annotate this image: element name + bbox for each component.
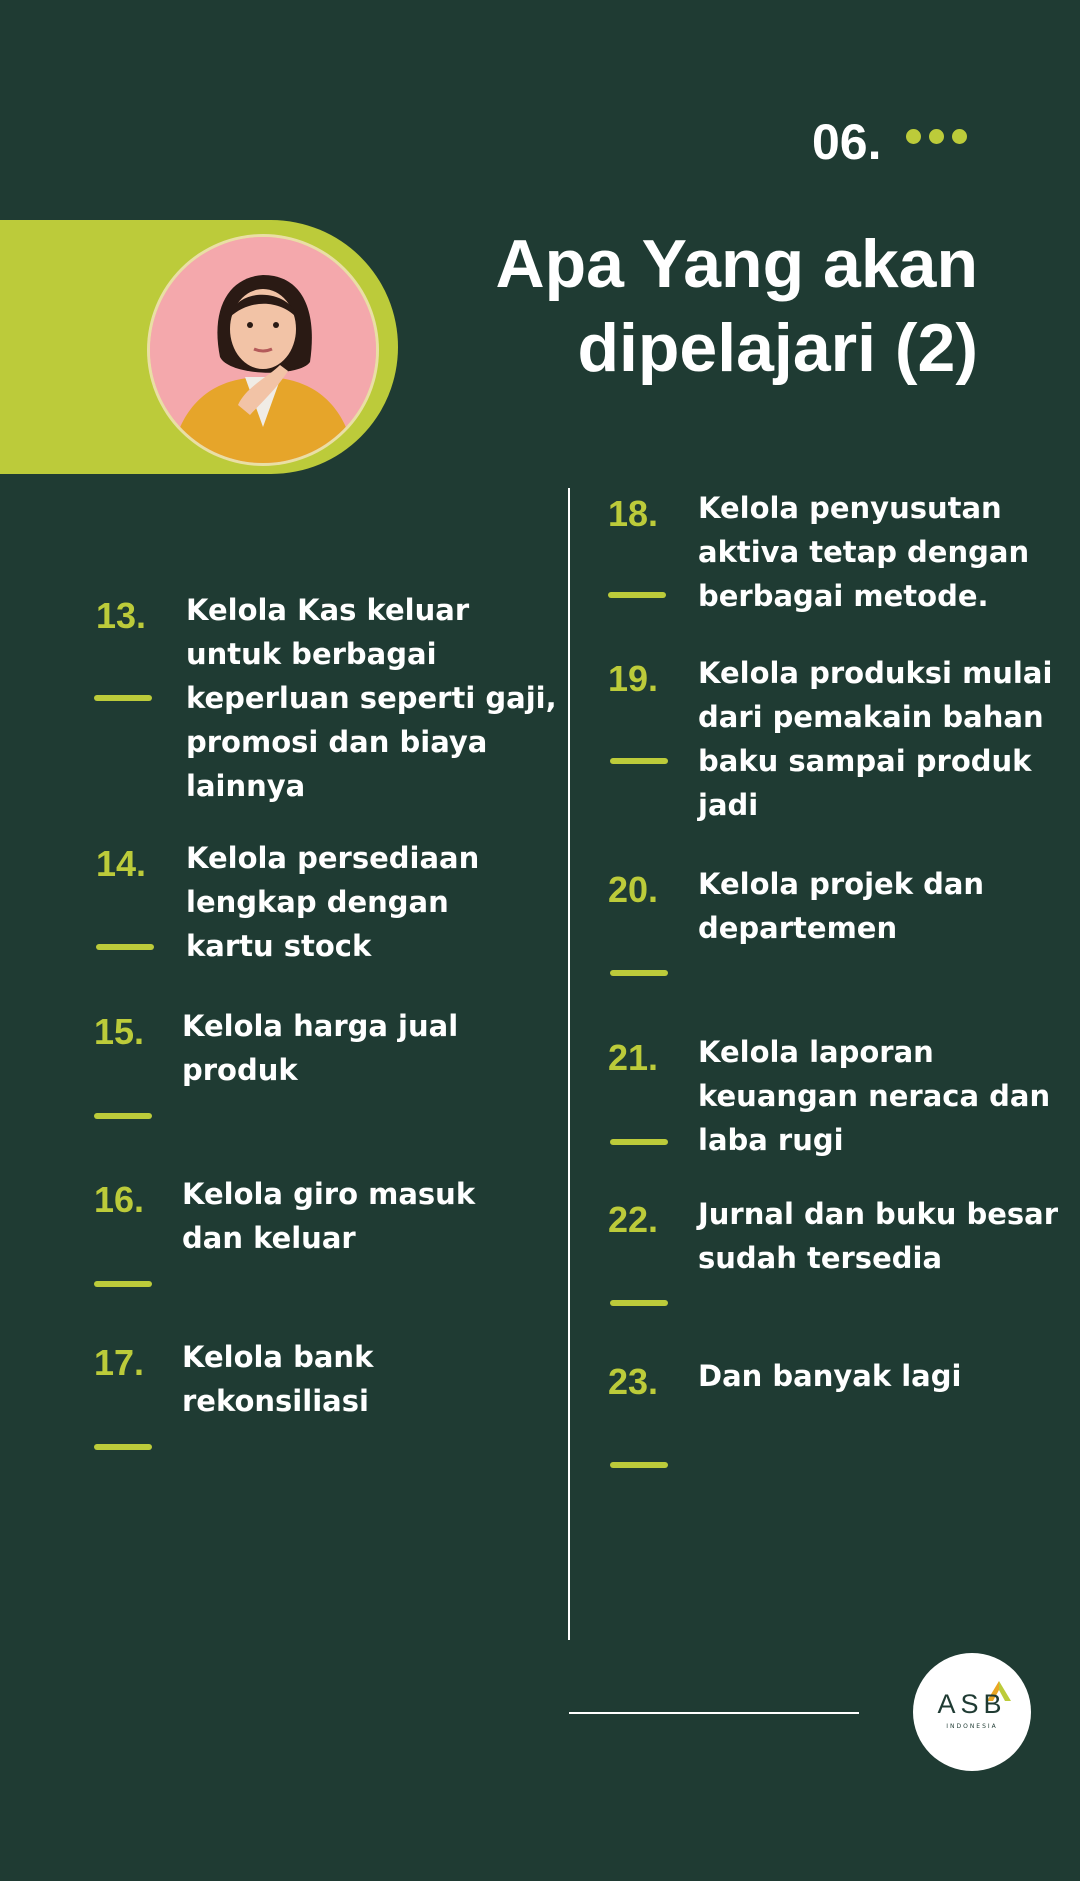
item-text — [182, 1335, 373, 1423]
item-text — [182, 1004, 458, 1092]
item-line: Kelola produksi mulai — [698, 656, 1053, 690]
item-number: 17. — [94, 1342, 145, 1383]
item-text — [186, 588, 557, 808]
item-line: untuk berbagai — [186, 637, 437, 671]
item-number: 22. — [608, 1199, 659, 1240]
item-line: baku sampai produk — [698, 744, 1032, 778]
dash-icon — [610, 758, 668, 764]
item-line: jadi — [698, 788, 759, 822]
item-line: rekonsiliasi — [182, 1384, 369, 1418]
dash-icon — [610, 1462, 668, 1468]
item-line: Kelola Kas keluar — [186, 593, 470, 627]
item-number: 20. — [608, 869, 659, 910]
logo-subtitle: INDONESIA — [946, 1723, 998, 1730]
item-line: kartu stock — [186, 929, 372, 963]
item-line: dari pemakain bahan — [698, 700, 1044, 734]
item-line: Kelola penyusutan — [698, 491, 1002, 525]
dots-icon — [906, 129, 975, 148]
item-number: 16. — [94, 1179, 145, 1220]
item-number: 23. — [608, 1361, 659, 1402]
item-line: keperluan seperti gaji, — [186, 681, 557, 715]
item-line: aktiva tetap dengan — [698, 535, 1030, 569]
item-line: berbagai metode. — [698, 579, 989, 613]
woman-thinking-photo — [150, 237, 376, 463]
item-number: 14. — [96, 843, 147, 884]
title-line-1: Apa Yang akan — [495, 226, 978, 302]
item-line: keuangan neraca dan — [698, 1079, 1051, 1113]
item-text — [182, 1172, 475, 1260]
page-number: 06. — [812, 114, 882, 170]
dash-icon — [94, 1281, 152, 1287]
item-line: Kelola projek dan — [698, 867, 985, 901]
item-line: produk — [182, 1053, 298, 1087]
item-line: sudah tersedia — [698, 1241, 943, 1275]
item-line: Dan banyak lagi — [698, 1359, 962, 1393]
column-divider — [568, 488, 570, 1640]
item-number: 18. — [608, 493, 659, 534]
item-line: Kelola harga jual — [182, 1009, 459, 1043]
item-text — [698, 1192, 1058, 1280]
dash-icon — [94, 695, 152, 701]
logo-name: ASB — [937, 1689, 1007, 1719]
footer-divider — [569, 1712, 859, 1714]
dash-icon — [96, 944, 154, 950]
page-title — [378, 222, 978, 390]
item-number: 13. — [96, 595, 147, 636]
dash-icon — [94, 1444, 152, 1450]
item-number: 19. — [608, 658, 659, 699]
dash-icon — [610, 970, 668, 976]
item-line: departemen — [698, 911, 898, 945]
item-line: Kelola laporan — [698, 1035, 934, 1069]
item-line: Kelola giro masuk — [182, 1177, 476, 1211]
dash-icon — [610, 1300, 668, 1306]
dash-icon — [608, 592, 666, 598]
item-line: lengkap dengan — [186, 885, 449, 919]
item-line: dan keluar — [182, 1221, 356, 1255]
item-text — [698, 486, 1029, 618]
item-text — [698, 1030, 1050, 1162]
item-line: lainnya — [186, 769, 306, 803]
item-number: 15. — [94, 1011, 145, 1052]
item-text — [698, 862, 984, 950]
item-line: laba rugi — [698, 1123, 844, 1157]
item-line: Jurnal dan buku besar — [698, 1197, 1059, 1231]
dash-icon — [610, 1139, 668, 1145]
title-line-2: dipelajari (2) — [577, 310, 978, 386]
item-number: 21. — [608, 1037, 659, 1078]
asb-logo — [913, 1653, 1031, 1771]
item-line: promosi dan biaya — [186, 725, 488, 759]
dash-icon — [94, 1113, 152, 1119]
item-text — [698, 1354, 961, 1398]
item-line: Kelola bank — [182, 1340, 374, 1374]
item-line: Kelola persediaan — [186, 841, 480, 875]
item-text — [186, 836, 479, 968]
item-text — [698, 651, 1052, 827]
